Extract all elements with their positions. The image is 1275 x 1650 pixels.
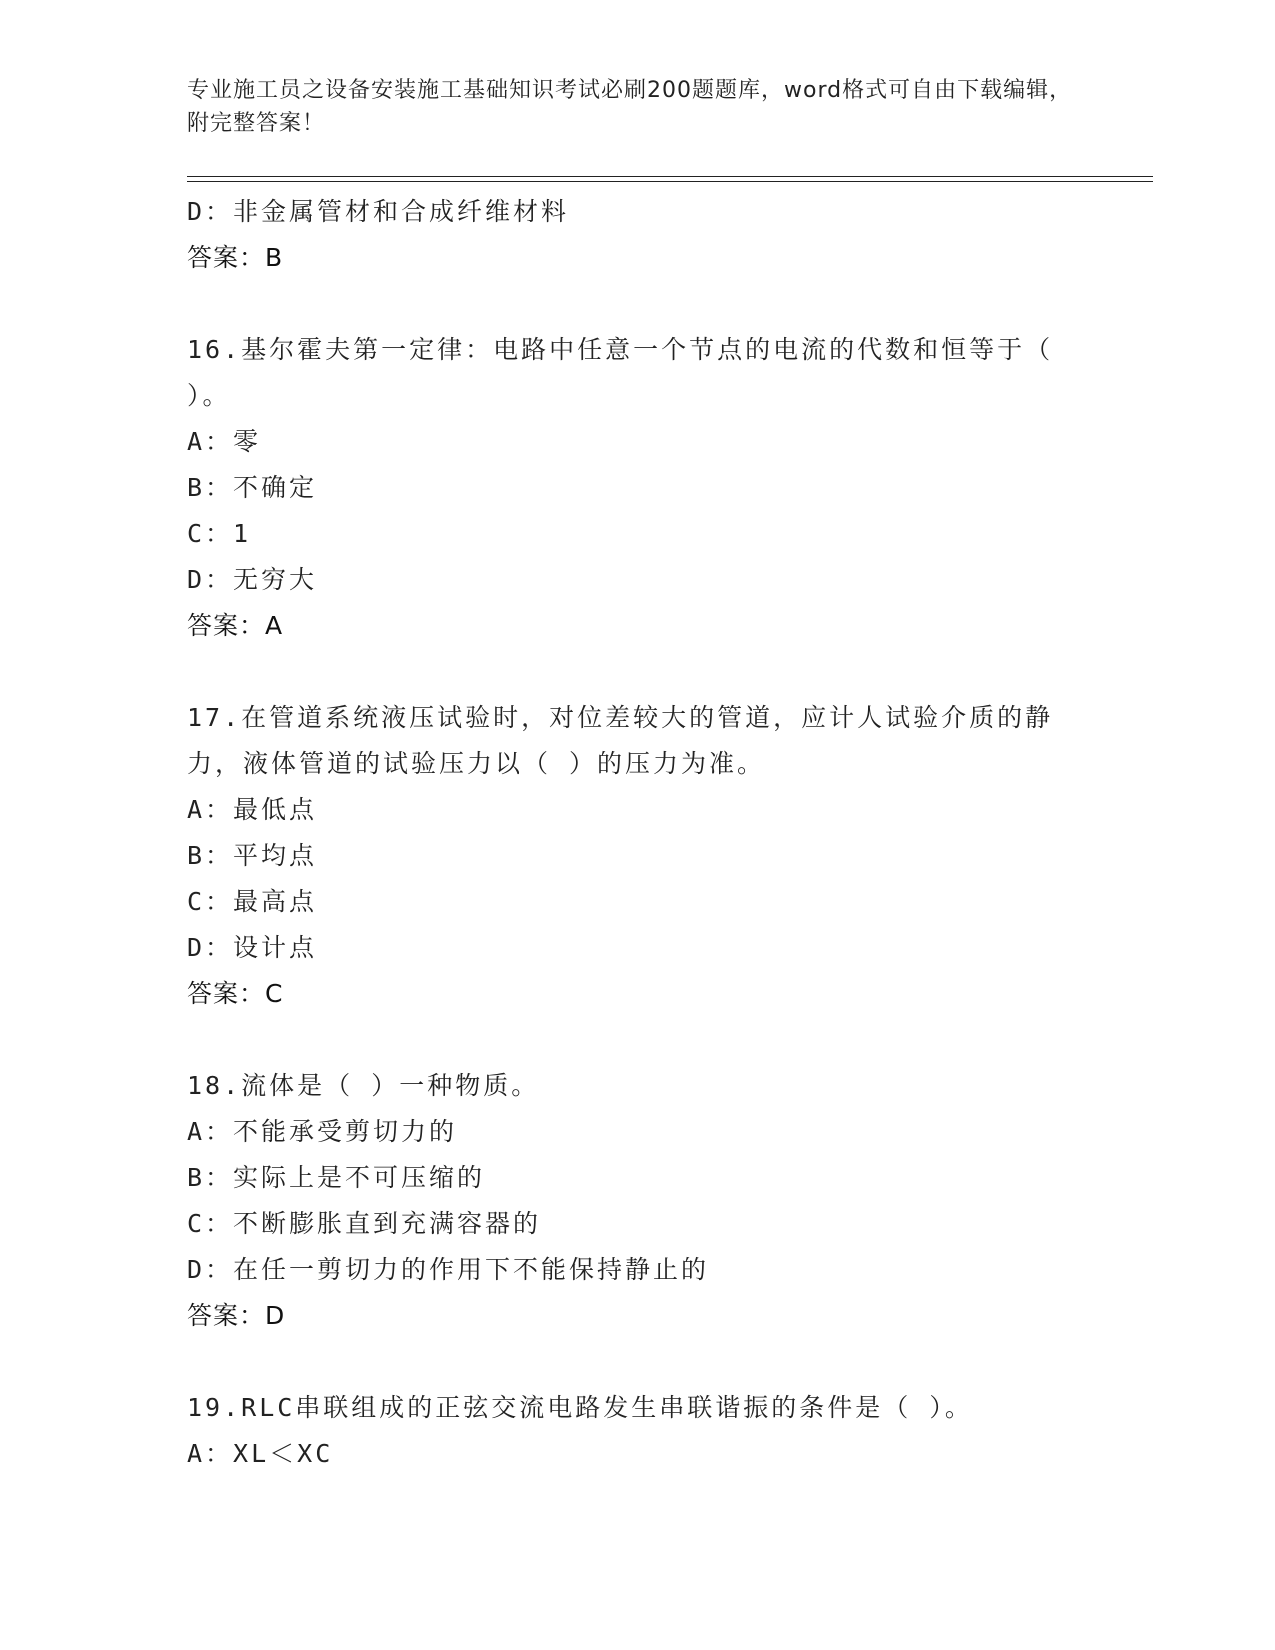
question-16 [187,327,1087,649]
option-d: D：在任一剪切力的作用下不能保持静止的 [187,1255,710,1284]
option-c: C：1 [187,519,252,548]
option-a: A：XL＜XC [187,1439,334,1468]
document-body [187,189,1087,1477]
option-b: B：实际上是不可压缩的 [187,1163,486,1192]
answer: 答案：A [187,611,284,640]
option-b: B：平均点 [187,841,318,870]
question-18 [187,1063,1087,1339]
option-a: A：零 [187,427,262,456]
header-rule-top [187,176,1153,177]
question-stem: 18.流体是（ ）一种物质。 [187,1071,540,1100]
option-d: D：非金属管材和合成纤维材料 [187,197,570,226]
question-19 [187,1385,1087,1477]
spacer [187,1017,1087,1063]
option-a: A：最低点 [187,795,318,824]
question-17 [187,695,1087,1017]
option-a: A：不能承受剪切力的 [187,1117,458,1146]
answer: 答案：C [187,979,284,1008]
option-d: D：设计点 [187,933,318,962]
option-c: C：最高点 [187,887,318,916]
spacer [187,649,1087,695]
question-stem: 19.RLC串联组成的正弦交流电路发生串联谐振的条件是（ ）。 [187,1393,973,1422]
option-b: B：不确定 [187,473,318,502]
spacer [187,1339,1087,1385]
option-d: D：无穷大 [187,565,318,594]
answer: 答案：B [187,243,284,272]
header-rule-bottom [187,181,1153,182]
document-header: 专业施工员之设备安装施工基础知识考试必刷200题题库，word格式可自由下载编辑，附完整答案！ [187,78,1073,136]
option-c: C：不断膨胀直到充满容器的 [187,1209,542,1238]
spacer [187,281,1087,327]
question-stem: 17.在管道系统液压试验时，对位差较大的管道，应计人试验介质的静力，液体管道的试验压力以（ ）的压力为准。 [187,703,1054,778]
question-stem: 16.基尔霍夫第一定律：电路中任意一个节点的电流的代数和恒等于（ ）。 [187,335,1054,410]
answer: 答案：D [187,1301,286,1330]
